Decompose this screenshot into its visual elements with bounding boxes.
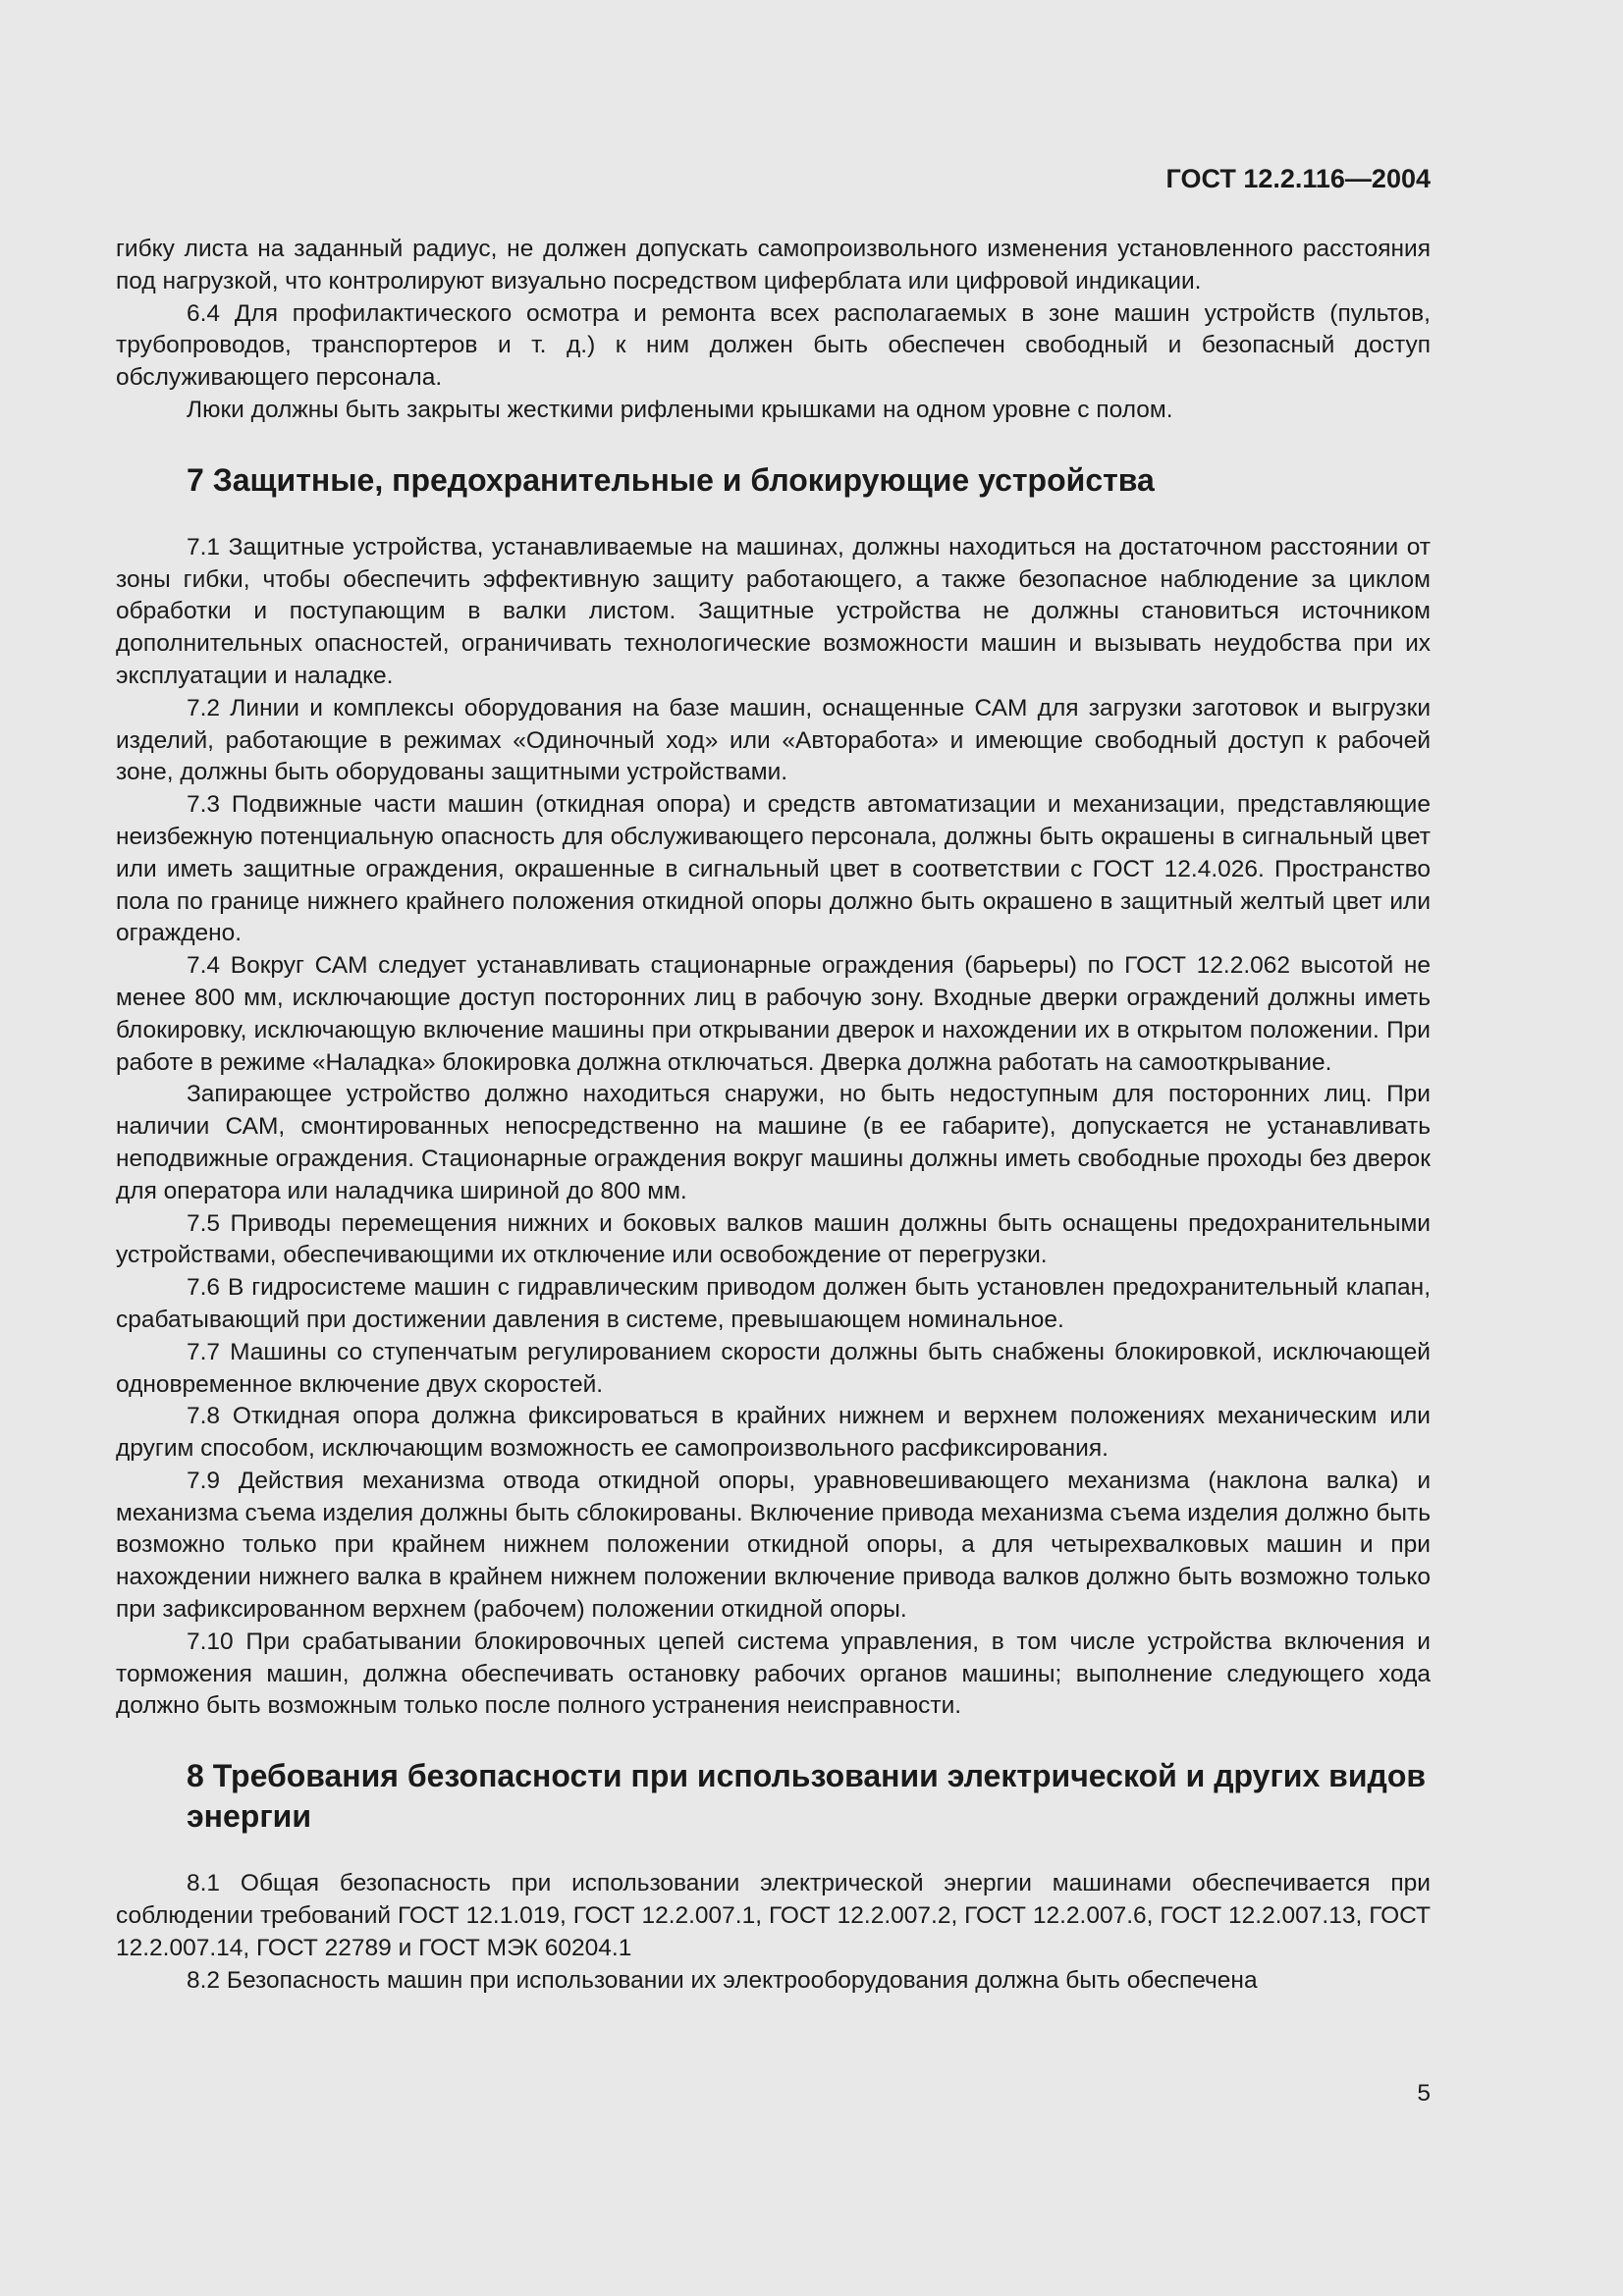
- paragraph-6-4: 6.4 Для профилактического осмотра и ремонта всех располагаемых в зоне машин устройств (пультов, трубопроводов, транспортеров и т. д.) к ним должен быть обеспечен свободный и безопасный доступ обслуживающего персонала.: [116, 299, 1431, 392]
- paragraph-7-2: 7.2 Линии и комплексы оборудования на базе машин, оснащенные САМ для загрузки заготовок и выгрузки изделий, работающие в режимах «Одиночный ход» или «Авторабота» и имеющие свободный доступ к рабочей зоне, должны быть оборудованы защитными устройствами.: [116, 694, 1431, 786]
- paragraph-7-1: 7.1 Защитные устройства, устанавливаемые на машинах, должны находиться на достаточном расстоянии от зоны гибки, чтобы обеспечить эффективную защиту работающего, а также безопасное наблюдение за циклом обработки и поступающим в валки листом. Защитные устройства не должны становиться источником дополнительных опасностей, ограничивать технологические возможности машин и вызывать неудобства при их эксплуатации и наладке.: [116, 533, 1431, 689]
- page-number: 5: [1417, 2080, 1431, 2107]
- paragraph-7-8: 7.8 Откидная опора должна фиксироваться в крайних нижнем и верхнем положениях механическим или другим способом, исключающим возможность ее самопроизвольного расфиксирования.: [116, 1403, 1431, 1463]
- paragraph-7-3: 7.3 Подвижные части машин (откидная опора) и средств автоматизации и механизации, представляющие неизбежную потенциальную опасность для обслуживающего персонала, должны быть окрашены в сигнальный цвет или иметь защитные ограждения, окрашенные в сигнальный цвет в соответствии с ГОСТ 12.4.026. Пространство пола по границе нижнего крайнего положения откидной опоры должно быть окрашено в защитный желтый цвет или ограждено.: [116, 791, 1431, 947]
- paragraph-7-5: 7.5 Приводы перемещения нижних и боковых валков машин должны быть оснащены предохранительными устройствами, обеспечивающими их отключение или освобождение от перегрузки.: [116, 1209, 1431, 1269]
- paragraph-7-4: 7.4 Вокруг САМ следует устанавливать стационарные ограждения (барьеры) по ГОСТ 12.2.062 высотой не менее 800 мм, исключающие доступ посторонних лиц в рабочую зону. Входные дверки ограждений должны иметь блокировку, исключающую включение машины при открывании дверок и нахождении их в открытом положении. При работе в режиме «Наладка» блокировка должна отключаться. Дверка должна работать на самооткрывание.: [116, 952, 1431, 1076]
- paragraph-hatches: Люки должны быть закрыты жесткими рифлеными крышками на одном уровне с полом.: [187, 396, 1173, 423]
- paragraph-7-9: 7.9 Действия механизма отвода откидной опоры, уравновешивающего механизма (наклона валка) и механизма съема изделия должны быть сблокированы. Включение привода механизма съема изделия должно быть возможно только при крайнем нижнем положении откидной опоры, а для четырехвалковых машин и при нахождении нижнего валка в крайнем нижнем положении включение привода валков должно быть возможно только при зафиксированном верхнем (рабочем) положении откидной опоры.: [116, 1467, 1431, 1624]
- paragraph-7-6: 7.6 В гидросистеме машин с гидравлическим приводом должен быть установлен предохранительный клапан, срабатывающий при достижении давления в системе, превышающем номинальное.: [116, 1274, 1431, 1333]
- paragraph-8-1: 8.1 Общая безопасность при использовании электрической энергии машинами обеспечивается при соблюдении требований ГОСТ 12.1.019, ГОСТ 12.2.007.1, ГОСТ 12.2.007.2, ГОСТ 12.2.007.6, ГОСТ 12.2.007.13, ГОСТ 12.2.007.14, ГОСТ 22789 и ГОСТ МЭК 60204.1: [116, 1870, 1431, 1961]
- paragraph-7-10: 7.10 При срабатывании блокировочных цепей система управления, в том числе устройства включения и торможения машин, должна обеспечивать остановку рабочих органов машины; выполнение следующего хода должно быть возможным только после полного устранения неисправности.: [116, 1628, 1431, 1720]
- section-7-title: 7 Защитные, предохранительные и блокирующие устройства: [187, 461, 1155, 498]
- section-8-title: 8 Требования безопасности при использовании электрической и других видов энергии: [187, 1758, 1427, 1835]
- paragraph-continuation: гибку листа на заданный радиус, не должен допускать самопроизвольного изменения установленного расстояния под нагрузкой, что контролируют визуально посредством циферблата или цифровой индикации.: [116, 236, 1431, 294]
- paragraph-8-2: 8.2 Безопасность машин при использовании их электрооборудования должна быть обеспечена: [187, 1966, 1258, 1994]
- paragraph-7-7: 7.7 Машины со ступенчатым регулированием скорости должны быть снабжены блокировкой, исключающей одновременное включение двух скоростей.: [116, 1338, 1431, 1398]
- paragraph-locking-device: Запирающее устройство должно находиться снаружи, но быть недоступным для посторонних лиц. При наличии САМ, смонтированных непосредственно на машине (в ее габарите), допускается не устанавливать неподвижные ограждения. Стационарные ограждения вокруг машины должны иметь свободные проходы без дверок для оператора или наладчика шириной до 800 мм.: [116, 1081, 1431, 1204]
- document-header: ГОСТ 12.2.116—2004: [1165, 164, 1431, 193]
